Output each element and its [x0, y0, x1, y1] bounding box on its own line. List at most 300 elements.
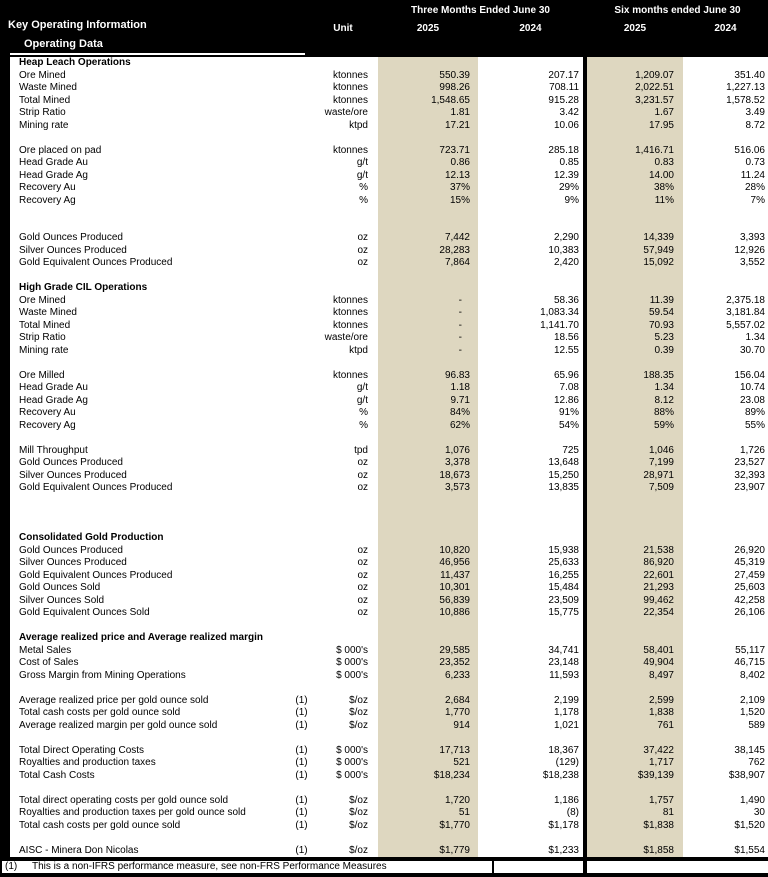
column-gap — [368, 120, 378, 133]
column-gap — [368, 107, 378, 120]
value-3mo-2025: 62% — [449, 419, 470, 431]
row-label: Gold Equivalent Ounces Sold — [19, 607, 150, 618]
value-6mo-2025: 1,209.07 — [635, 69, 674, 81]
value-3mo-2025: 10,301 — [439, 582, 470, 593]
value-3mo-2025: 1.18 — [450, 382, 470, 393]
column-gap — [368, 395, 378, 408]
footnote-marker: (1) — [5, 861, 18, 872]
value-6mo-2025: 17.95 — [648, 119, 674, 131]
value-3mo-2025: 550.39 — [439, 69, 470, 81]
value-6mo-2024: 3.49 — [745, 107, 765, 118]
column-gap — [368, 332, 378, 345]
table-row — [0, 320, 768, 333]
footnote-marker-cell: (1) — [295, 844, 308, 856]
column-gap — [368, 457, 378, 470]
table-row — [0, 745, 768, 758]
value-3mo-2024: 1,021 — [553, 719, 579, 731]
value-3mo-2024: 3.42 — [559, 107, 579, 118]
value-6mo-2025: 0.39 — [654, 344, 674, 356]
column-gap — [368, 557, 378, 570]
unit-cell: ktpd — [349, 344, 368, 356]
unit-cell: g/t — [356, 169, 368, 181]
table-row — [0, 407, 768, 420]
value-3mo-2025: 28,283 — [439, 244, 470, 256]
unit-cell: % — [359, 194, 368, 206]
value-3mo-2024: $1,178 — [548, 819, 579, 831]
value-3mo-2025: 3,573 — [444, 482, 470, 493]
table-row — [0, 770, 768, 783]
column-gap — [368, 195, 378, 208]
table-row — [0, 607, 768, 620]
value-6mo-2025: 1.34 — [654, 382, 674, 393]
value-6mo-2024: 516.06 — [734, 144, 765, 156]
section-title-operating-data: Operating Data — [24, 38, 103, 50]
row-label: Mining rate — [19, 344, 69, 356]
table-row — [0, 557, 768, 570]
value-3mo-2025: 17,713 — [439, 744, 470, 756]
value-3mo-2024: 34,741 — [548, 644, 579, 656]
value-6mo-2024: 55% — [744, 419, 765, 431]
column-gap — [368, 770, 378, 783]
value-3mo-2024: 18.56 — [553, 332, 579, 343]
column-gap — [368, 420, 378, 433]
value-3mo-2024: 13,648 — [548, 457, 579, 468]
value-6mo-2024: 12,926 — [734, 244, 765, 256]
table-row — [0, 570, 768, 583]
value-3mo-2024: 12.39 — [553, 169, 579, 181]
value-3mo-2024: 10.06 — [553, 119, 579, 131]
value-6mo-2025: $1,858 — [643, 844, 674, 856]
column-gap — [368, 820, 378, 833]
row-label: Average realized margin per gold ounce sold — [19, 719, 218, 731]
value-6mo-2024: 45,319 — [734, 557, 765, 568]
column-gap — [368, 157, 378, 170]
value-3mo-2025: 11,437 — [440, 569, 470, 581]
value-3mo-2025: 1,770 — [444, 707, 470, 718]
value-6mo-2024: 0.73 — [745, 157, 765, 168]
value-3mo-2024: 725 — [562, 444, 579, 456]
table-row — [0, 370, 768, 383]
value-3mo-2024: 1,186 — [553, 794, 579, 806]
row-label: Gold Ounces Produced — [19, 232, 123, 243]
table-row — [0, 245, 768, 258]
unit-cell: $/oz — [349, 694, 368, 706]
table-row — [0, 107, 768, 120]
spacer-row — [0, 495, 768, 508]
row-label: Metal Sales — [19, 644, 72, 656]
period-separator-line — [583, 57, 587, 873]
column-group-six-months: Six months ended June 30 — [614, 5, 741, 16]
value-3mo-2025: 10,820 — [439, 544, 470, 556]
value-6mo-2025: 37,422 — [643, 744, 674, 756]
value-3mo-2025: - — [458, 319, 462, 331]
row-label: Total Mined — [19, 319, 71, 331]
value-3mo-2025: 723.71 — [439, 144, 470, 156]
value-6mo-2024: 23,907 — [734, 482, 765, 493]
value-6mo-2024: 28% — [744, 182, 765, 193]
value-3mo-2025: 1.81 — [450, 107, 470, 118]
value-3mo-2024: 915.28 — [548, 94, 579, 106]
value-6mo-2025: 188.35 — [643, 369, 674, 381]
row-label: Recovery Ag — [19, 419, 76, 431]
value-6mo-2025: 88% — [653, 407, 674, 418]
footnote-row — [0, 861, 768, 873]
unit-cell: ktonnes — [332, 69, 368, 81]
row-label: Gold Ounces Sold — [19, 582, 101, 593]
spacer-row — [0, 832, 768, 845]
value-6mo-2024: $38,907 — [728, 769, 765, 781]
value-3mo-2025: 521 — [453, 757, 470, 768]
table-row — [0, 195, 768, 208]
column-gap — [368, 595, 378, 608]
value-3mo-2024: 12.55 — [553, 344, 579, 356]
table-row — [0, 232, 768, 245]
spacer-row — [0, 520, 768, 533]
value-6mo-2024: 3,181.84 — [726, 307, 765, 318]
value-6mo-2025: 81 — [662, 807, 674, 818]
value-6mo-2025: 99,462 — [643, 594, 674, 606]
footnote-marker-cell — [285, 645, 318, 658]
value-6mo-2025: 14.00 — [648, 169, 674, 181]
row-label: Head Grade Au — [19, 157, 88, 168]
value-6mo-2025: 28,971 — [643, 469, 674, 481]
row-label: Strip Ratio — [19, 332, 66, 343]
value-6mo-2025: 3,231.57 — [635, 94, 674, 106]
column-gap — [368, 582, 378, 595]
value-6mo-2025: 8.12 — [654, 394, 674, 406]
value-3mo-2024: (129) — [555, 757, 579, 768]
spacer-row — [0, 270, 768, 283]
value-3mo-2025: 0.86 — [450, 157, 470, 168]
footnote-marker-cell — [285, 570, 318, 583]
unit-cell: oz — [357, 244, 368, 256]
value-6mo-2025: 22,354 — [643, 607, 674, 618]
row-label: Gold Equivalent Ounces Produced — [19, 257, 173, 268]
value-6mo-2025: 57,949 — [643, 244, 674, 256]
column-gap — [368, 182, 378, 195]
footnote-marker-cell — [285, 95, 318, 108]
value-3mo-2024: 16,255 — [548, 569, 579, 581]
row-label: Recovery Au — [19, 182, 76, 193]
unit-cell: $ 000's — [336, 644, 368, 656]
unit-cell: g/t — [356, 394, 368, 406]
footnote-marker-cell: (1) — [295, 819, 308, 831]
value-6mo-2024: 46,715 — [734, 657, 765, 668]
value-3mo-2024: $18,238 — [542, 769, 579, 781]
value-6mo-2024: 30.70 — [739, 344, 765, 356]
unit-cell: ktonnes — [332, 294, 368, 306]
column-gap — [368, 607, 378, 620]
value-3mo-2024: 285.18 — [548, 144, 579, 156]
footnote-marker-cell — [285, 232, 318, 245]
value-6mo-2024: 1,578.52 — [726, 94, 765, 106]
value-6mo-2024: 5,557.02 — [726, 319, 765, 331]
value-6mo-2024: 11.24 — [740, 169, 765, 181]
table-row — [0, 170, 768, 183]
footnote-marker-cell — [285, 482, 318, 495]
footnote-marker-cell — [285, 145, 318, 158]
table-row — [0, 70, 768, 83]
spacer-row — [0, 732, 768, 745]
value-6mo-2024: $1,554 — [734, 844, 765, 856]
value-6mo-2024: 27,459 — [734, 569, 765, 581]
column-gap — [368, 382, 378, 395]
unit-cell: oz — [357, 482, 368, 493]
unit-cell: oz — [357, 582, 368, 593]
value-3mo-2024: 7.08 — [559, 382, 579, 393]
year-header-6mo-2024: 2024 — [714, 23, 737, 34]
unit-cell: % — [359, 419, 368, 431]
unit-cell: ktonnes — [332, 369, 368, 381]
value-6mo-2025: 1,046 — [648, 444, 674, 456]
value-6mo-2025: 7,509 — [648, 482, 674, 493]
section-label: Heap Leach Operations — [19, 57, 131, 68]
unit-cell: $/oz — [349, 707, 368, 718]
row-label: Gold Equivalent Ounces Produced — [19, 569, 173, 581]
value-6mo-2024: 30 — [753, 807, 765, 818]
column-gap — [368, 570, 378, 583]
value-3mo-2024: 13,835 — [548, 482, 579, 493]
value-3mo-2024: 25,633 — [548, 557, 579, 568]
value-6mo-2024: 32,393 — [734, 469, 765, 481]
page-title: Key Operating Information — [8, 19, 147, 31]
unit-cell: $ 000's — [336, 669, 368, 681]
column-gap — [368, 445, 378, 458]
table-row — [0, 257, 768, 270]
column-gap — [368, 657, 378, 670]
value-3mo-2024: 54% — [558, 419, 579, 431]
footnote-marker-cell — [285, 370, 318, 383]
value-3mo-2024: 29% — [558, 182, 579, 193]
value-6mo-2024: 38,145 — [734, 744, 765, 756]
value-3mo-2025: $1,770 — [439, 819, 470, 831]
column-gap — [368, 320, 378, 333]
column-gap — [368, 145, 378, 158]
row-label: Gold Ounces Produced — [19, 457, 123, 468]
column-gap — [368, 470, 378, 483]
value-3mo-2024: (8) — [566, 807, 579, 818]
value-6mo-2025: 1,416.71 — [635, 144, 674, 156]
spacer-row — [0, 357, 768, 370]
table-row — [0, 470, 768, 483]
section-row — [0, 57, 768, 70]
value-6mo-2024: 23.08 — [739, 394, 765, 406]
footnote-marker-cell — [285, 457, 318, 470]
value-3mo-2025: 15% — [449, 194, 470, 206]
value-3mo-2025: 84% — [449, 407, 470, 418]
column-gap — [368, 545, 378, 558]
table-row — [0, 645, 768, 658]
column-gap — [368, 170, 378, 183]
value-6mo-2025: 14,339 — [643, 232, 674, 243]
footnote-marker-cell — [285, 332, 318, 345]
footnote-marker-cell: (1) — [295, 807, 308, 818]
value-3mo-2025: 56,839 — [439, 594, 470, 606]
table-header — [0, 0, 768, 57]
table-row — [0, 820, 768, 833]
value-3mo-2024: 12.86 — [553, 394, 579, 406]
value-6mo-2025: 1,717 — [648, 757, 674, 768]
value-6mo-2024: 26,106 — [734, 607, 765, 618]
column-gap — [368, 245, 378, 258]
row-label: Mill Throughput — [19, 444, 88, 456]
year-header-3mo-2025: 2025 — [416, 23, 440, 34]
value-3mo-2024: 2,199 — [553, 694, 579, 706]
value-3mo-2025: 29,585 — [439, 644, 470, 656]
value-6mo-2024: 7% — [750, 194, 765, 206]
unit-cell: oz — [357, 469, 368, 481]
value-6mo-2024: 8,402 — [739, 669, 765, 681]
value-6mo-2024: 2,109 — [739, 694, 765, 706]
footnote-marker-cell — [285, 407, 318, 420]
footnote-marker-cell: (1) — [295, 794, 308, 806]
unit-cell: ktonnes — [332, 307, 368, 318]
value-6mo-2024: 3,552 — [739, 257, 765, 268]
table-row — [0, 120, 768, 133]
table-row — [0, 307, 768, 320]
value-3mo-2025: 46,956 — [439, 557, 470, 568]
table-row — [0, 82, 768, 95]
footnote-marker-cell — [285, 395, 318, 408]
column-gap — [368, 95, 378, 108]
footnote-marker-cell — [285, 670, 318, 683]
value-6mo-2025: 22,601 — [643, 569, 674, 581]
unit-cell: $/oz — [349, 807, 368, 818]
unit-cell: waste/ore — [324, 332, 368, 343]
footnote-marker-cell — [285, 420, 318, 433]
row-label: Silver Ounces Produced — [19, 469, 127, 481]
value-3mo-2025: 9.71 — [450, 394, 470, 406]
value-6mo-2024: 762 — [748, 757, 765, 768]
unit-cell: $ 000's — [336, 757, 368, 768]
footnote-marker-cell: (1) — [295, 769, 308, 781]
row-label: AISC - Minera Don Nicolas — [19, 844, 139, 856]
value-3mo-2025: 17.21 — [444, 119, 470, 131]
unit-cell: oz — [357, 544, 368, 556]
value-3mo-2024: 15,775 — [548, 607, 579, 618]
value-6mo-2024: 3,393 — [739, 232, 765, 243]
unit-cell: ktonnes — [332, 94, 368, 106]
row-label: Silver Ounces Produced — [19, 557, 127, 568]
spacer-row — [0, 682, 768, 695]
value-3mo-2024: 91% — [558, 407, 579, 418]
unit-cell: g/t — [356, 157, 368, 168]
value-3mo-2025: - — [458, 344, 462, 356]
value-3mo-2025: $1,779 — [439, 844, 470, 856]
column-gap — [368, 345, 378, 358]
value-6mo-2024: 1,490 — [739, 794, 765, 806]
column-gap — [368, 807, 378, 820]
footnote-marker-cell — [285, 82, 318, 95]
footnote-marker-cell — [285, 257, 318, 270]
column-gap — [368, 645, 378, 658]
column-gap — [368, 257, 378, 270]
unit-cell: $ 000's — [336, 769, 368, 781]
column-gap — [368, 670, 378, 683]
footnote-marker-cell — [285, 120, 318, 133]
unit-cell: oz — [357, 557, 368, 568]
value-3mo-2024: $1,233 — [548, 844, 579, 856]
section-label: Consolidated Gold Production — [19, 532, 164, 543]
value-6mo-2025: 49,904 — [643, 657, 674, 668]
value-6mo-2025: 86,920 — [643, 557, 674, 568]
value-3mo-2024: 58.36 — [553, 294, 579, 306]
value-3mo-2025: 6,233 — [444, 669, 470, 681]
value-6mo-2024: 10.74 — [739, 382, 765, 393]
table-row — [0, 482, 768, 495]
value-6mo-2025: 7,199 — [648, 457, 674, 468]
row-label: Average realized price per gold ounce sold — [19, 694, 209, 706]
value-6mo-2025: 1,757 — [648, 794, 674, 806]
value-3mo-2024: 15,250 — [548, 469, 579, 481]
row-label: Total cash costs per gold ounce sold — [19, 819, 181, 831]
value-6mo-2025: 59.54 — [648, 307, 674, 318]
row-label: Silver Ounces Sold — [19, 594, 105, 606]
footnote-marker-cell — [285, 245, 318, 258]
footnote-marker-cell — [285, 595, 318, 608]
footnote-marker-cell — [285, 182, 318, 195]
value-6mo-2024: 55,117 — [735, 644, 765, 656]
unit-column-header: Unit — [333, 23, 353, 34]
table-row — [0, 295, 768, 308]
table-row — [0, 807, 768, 820]
column-gap — [368, 482, 378, 495]
value-3mo-2025: 914 — [453, 719, 470, 731]
value-3mo-2025: $18,234 — [433, 769, 470, 781]
row-label: Gold Equivalent Ounces Produced — [19, 482, 173, 493]
unit-cell: ktonnes — [332, 144, 368, 156]
value-3mo-2025: - — [458, 332, 462, 343]
unit-cell: % — [359, 407, 368, 418]
footnote-marker-cell — [285, 382, 318, 395]
unit-cell: ktpd — [349, 119, 368, 131]
value-3mo-2025: 1,548.65 — [431, 94, 470, 106]
column-gap — [368, 370, 378, 383]
footnote-text: This is a non-IFRS performance measure, see non-FRS Performance Measures — [32, 861, 387, 872]
value-6mo-2024: 1.34 — [745, 332, 765, 343]
value-6mo-2025: 761 — [657, 719, 674, 731]
footnote-marker-cell — [285, 470, 318, 483]
table-row — [0, 420, 768, 433]
value-3mo-2025: 10,886 — [439, 607, 470, 618]
footnote-marker-cell — [285, 157, 318, 170]
table-row — [0, 182, 768, 195]
column-gap — [368, 307, 378, 320]
value-3mo-2025: 2,684 — [444, 694, 470, 706]
value-6mo-2025: 1,838 — [648, 707, 674, 718]
value-3mo-2025: - — [458, 294, 462, 306]
row-label: Silver Ounces Produced — [19, 244, 127, 256]
value-6mo-2024: 42,258 — [734, 594, 765, 606]
value-6mo-2025: 58,401 — [643, 644, 674, 656]
unit-cell: oz — [357, 607, 368, 618]
value-3mo-2025: 51 — [458, 807, 470, 818]
value-3mo-2024: 0.85 — [559, 157, 579, 168]
row-label: Head Grade Au — [19, 382, 88, 393]
value-3mo-2025: 7,442 — [444, 232, 470, 243]
table-rows — [0, 57, 768, 857]
value-6mo-2025: 59% — [653, 419, 674, 431]
value-3mo-2024: 2,420 — [553, 257, 579, 268]
value-6mo-2024: 23,527 — [734, 457, 765, 468]
unit-cell: ktonnes — [332, 319, 368, 331]
table-row — [0, 720, 768, 733]
value-3mo-2025: 23,352 — [439, 657, 470, 668]
footnote-marker-cell — [285, 70, 318, 83]
section-row — [0, 532, 768, 545]
value-6mo-2025: 1.67 — [654, 107, 674, 118]
value-3mo-2024: 2,290 — [553, 232, 579, 243]
